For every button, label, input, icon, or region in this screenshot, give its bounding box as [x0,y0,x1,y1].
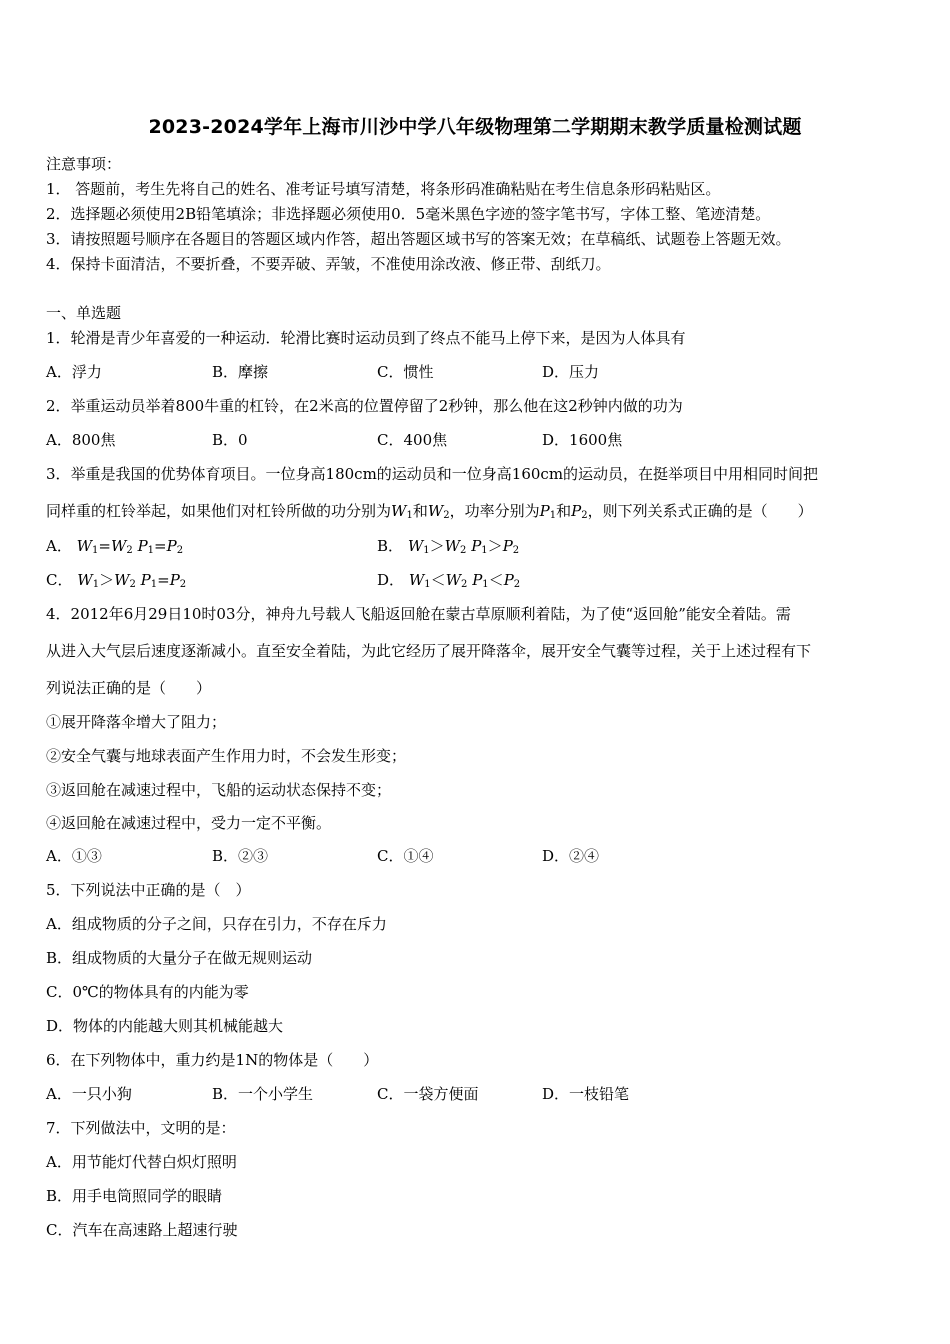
question-2-option-b: B．0 [212,431,248,449]
question-7-option-a: A．用节能灯代替白炽灯照明 [46,1153,237,1171]
question-4-statement: ①展开降落伞增大了阻力； [46,713,227,731]
question-3-option-c: C． $W_1>W_2$ $P_1=P_2$ [46,571,187,590]
question-2-option-a: A．800焦 [46,431,116,449]
notice-item: 3．请按照题号顺序在各题目的答题区域内作答，超出答题区域书写的答案无效；在草稿纸、试题卷上答题无效。 [46,230,791,248]
question-6-option-d: D．一枝铅笔 [542,1085,630,1103]
question-1-option-d: D．压力 [542,363,600,381]
question-4-statement: ④返回舱在减速过程中，受力一定不平衡。 [46,814,332,832]
question-1-option-b: B．摩擦 [212,363,269,381]
question-5-option-d: D．物体的内能越大则其机械能越大 [46,1017,284,1035]
question-4-option-a: A．①③ [46,847,102,865]
question-4-option-d: D．②④ [542,847,600,865]
question-3-option-d: D． $W_1<W_2$ $P_1<P_2$ [377,571,521,590]
question-7-option-b: B．用手电筒照同学的眼睛 [46,1187,223,1205]
question-5-option-c: C．0℃的物体具有的内能为零 [46,983,249,1001]
question-3-option-b: B． $W_1>W_2$ $P_1>P_2$ [377,537,520,556]
question-4-statement: ②安全气囊与地球表面产生作用力时，不会发生形变； [46,747,407,765]
question-6-option-b: B．一个小学生 [212,1085,314,1103]
question-6-option-a: A．一只小狗 [46,1085,132,1103]
question-1-option-a: A．浮力 [46,363,102,381]
page-title: 2023-2024学年上海市川沙中学八年级物理第二学期期末教学质量检测试题 [148,116,802,138]
notice-heading: 注意事项： [46,155,122,173]
question-2-stem: 2．举重运动员举着800牛重的杠铃，在2米高的位置停留了2秒钟，那么他在这2秒钟内做的功为 [46,397,683,415]
notice-item: 2．选择题必须使用2B铅笔填涂；非选择题必须使用0．5毫米黑色字迹的签字笔书写，字体工整、笔迹清楚。 [46,205,771,223]
question-7-option-c: C．汽车在高速路上超速行驶 [46,1221,238,1239]
question-3-option-a: A． $W_1=W_2$ $P_1=P_2$ [46,537,184,556]
question-3-stem-line2: 同样重的杠铃举起，如果他们对杠铃所做的功分别为$W_1$和$W_2$，功率分别为$P_1$和$P_2$，则下列关系式正确的是（ ） [46,502,813,521]
question-7-stem: 7．下列做法中，文明的是： [46,1119,236,1137]
question-1-stem: 1．轮滑是青少年喜爱的一种运动．轮滑比赛时运动员到了终点不能马上停下来，是因为人体具有 [46,329,686,347]
question-1-option-c: C．惯性 [377,363,434,381]
question-5-option-a: A．组成物质的分子之间，只存在引力，不存在斥力 [46,915,387,933]
question-2-option-d: D．1600焦 [542,431,623,449]
question-4-stem-line1: 4．2012年6月29日10时03分，神舟九号载人飞船返回舱在蒙古草原顺利着陆，为了使“返回舱”能安全着陆。需 [46,605,791,623]
question-6-stem: 6．在下列物体中，重力约是1N的物体是（ ） [46,1051,379,1069]
question-4-stem-line3: 列说法正确的是（ ） [46,679,212,697]
question-6-option-c: C．一袋方便面 [377,1085,479,1103]
notice-item: 4．保持卡面清洁，不要折叠，不要弄破、弄皱，不准使用涂改液、修正带、刮纸刀。 [46,255,611,273]
question-4-statement: ③返回舱在减速过程中，飞船的运动状态保持不变； [46,781,392,799]
question-2-option-c: C．400焦 [377,431,448,449]
question-5-option-b: B．组成物质的大量分子在做无规则运动 [46,949,313,967]
notice-item: 1． 答题前，考生先将自己的姓名、准考证号填写清楚，将条形码准确粘贴在考生信息条形码粘贴区。 [46,180,721,198]
section-heading: 一、单选题 [46,304,122,322]
question-5-stem: 5．下列说法中正确的是（ ） [46,881,251,899]
question-4-option-b: B．②③ [212,847,269,865]
question-4-option-c: C．①④ [377,847,434,865]
question-4-stem-line2: 从进入大气层后速度逐渐减小。直至安全着陆，为此它经历了展开降落伞，展开安全气囊等过程，关于上述过程有下 [46,642,812,660]
question-3-stem-line1: 3．举重是我国的优势体育项目。一位身高180cm的运动员和一位身高160cm的运动员，在挺举项目中用相同时间把 [46,465,819,483]
